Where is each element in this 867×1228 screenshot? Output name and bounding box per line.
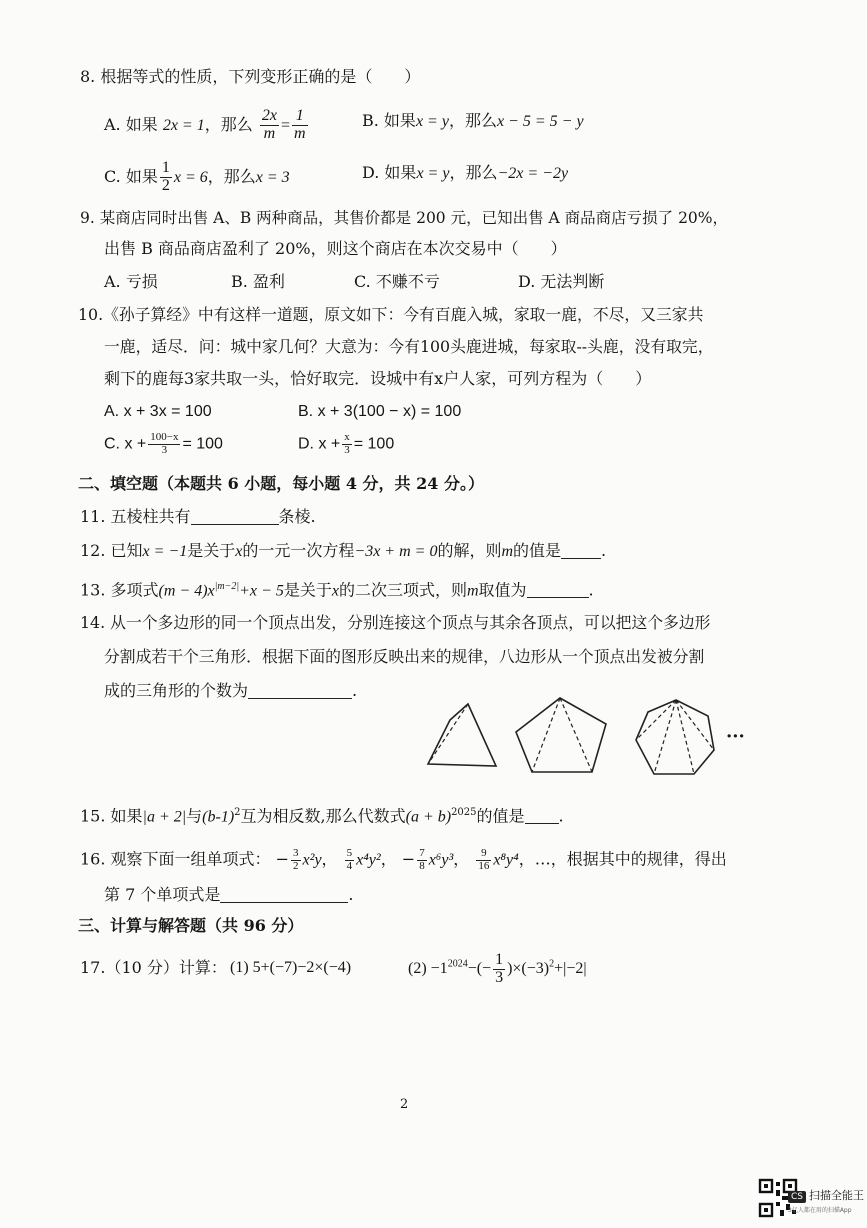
scanner-name: 扫描全能王	[809, 1189, 864, 1202]
q14-line3: 成的三角形的个数为 .	[104, 681, 358, 700]
section-3-heading: 三、计算与解答题（共 96 分）	[78, 916, 304, 935]
q8-option-b: B. 如果x = y，那么x − 5 = 5 − y	[362, 111, 584, 130]
q9-option-d: D. 无法判断	[518, 272, 605, 291]
q10-option-a: A. x + 3x = 100	[104, 403, 212, 420]
q10-line1: 10.《孙子算经》中有这样一道题，原文如下：今有百鹿入城，家取一鹿，不尽，又三家共	[78, 305, 704, 324]
section-2-heading: 二、填空题（本题共 6 小题，每小题 4 分，共 24 分。）	[78, 474, 484, 493]
q8-option-d: D. 如果x = y，那么−2x = −2y	[362, 163, 569, 182]
q10-line3: 剩下的鹿每3家共取一头，恰好取完．设城中有x户人家，可列方程为（ ）	[104, 369, 652, 388]
q10-line2: 一鹿，适尽．问：城中家几何？大意为：今有100头鹿进城，每家取--头鹿，没有取完，	[104, 337, 714, 356]
q15: 15. 如果|a + 2|与$(b-1)^2$互为相反数,那么代数式$(a + b)^{2025}$的值是 .	[80, 806, 564, 826]
hexagon-figure	[630, 696, 722, 780]
q17-part1: (1) 5+(−7)−2×(−4)	[230, 959, 352, 976]
q16-line2: 第 7 个单项式是 .	[104, 885, 354, 904]
q9-line2: 出售 B 商品商店盈利了 20%，则这个商店在本次交易中（ ）	[104, 239, 567, 258]
q9-option-c: C. 不赚不亏	[354, 272, 440, 291]
q13-answer-blank[interactable]	[527, 581, 589, 598]
q16-answer-blank[interactable]	[220, 886, 348, 903]
scanner-tagline: 3亿人都在用的扫描App	[788, 1207, 852, 1214]
q10-option-c: C. x + $\frac{100-x}{3}$ = 100	[104, 431, 223, 456]
pentagon-figure	[510, 694, 614, 778]
q15-answer-blank[interactable]	[525, 807, 559, 824]
q13: 13. 多项式$(m - 4)x^{|m-2|}+x - 5$是关于x的二次三项式，则m取值为 .	[80, 580, 594, 600]
q14-answer-blank[interactable]	[248, 682, 352, 699]
q12-answer-blank[interactable]	[561, 542, 601, 559]
figure-ellipsis: ···	[726, 726, 745, 747]
q8-option-c: C. 如果 $\frac{1}{2}$ x = 6，那么x = 3	[104, 159, 290, 194]
scanner-badge: CS	[788, 1191, 806, 1203]
q17-part2: $(2) -1^{2024}-(-$ $\frac{1}{3}$ )$\times(-3)^2+|-2|$	[408, 951, 587, 986]
q10-option-d: D. x + $\frac{x}{3}$ = 100	[298, 431, 395, 456]
q17: 17.（10 分）计算：	[80, 958, 227, 977]
q9-option-a: A. 亏损	[104, 272, 158, 291]
q14-line2: 分割成若干个三角形．根据下面的图形反映出来的规律，八边形从一个顶点出发被分割	[104, 647, 705, 666]
q9-option-b: B. 盈利	[231, 272, 285, 291]
q12: 12. 已知x = −1是关于x的一元一次方程−3x + m = 0的解，则m的值是 .	[80, 541, 607, 560]
quadrilateral-figure	[420, 700, 504, 772]
q9-line1: 9. 某商店同时出售 A、B 两种商品，其售价都是 200 元，已知出售 A 商品商店亏损了 20%，	[80, 209, 729, 227]
q8-stem: 8. 根据等式的性质，下列变形正确的是（ ）	[80, 67, 421, 86]
page-number: 2	[400, 1097, 409, 1112]
q16-line1: 16. 观察下面一组单项式： − $\frac{3}{2}$ x²y， $\frac{5}{4}$ x⁴y²， − $\frac{7}{8}$ x⁶y³， $\frac{9}{16}$ x⁸y⁴，…，根据其中的规律，得出	[80, 847, 727, 872]
q14-line1: 14. 从一个多边形的同一个顶点出发，分别连接这个顶点与其余各顶点，可以把这个多边形	[80, 613, 711, 632]
q10-option-b: B. x + 3(100 − x) = 100	[298, 403, 462, 420]
scanner-brand	[788, 1184, 864, 1214]
q11: 11. 五棱柱共有 条棱.	[80, 507, 316, 526]
q8-option-a: A. 如果 2x = 1，那么 $\frac{2x}{m}$ = $\frac{1}{m}$	[104, 107, 306, 142]
q11-answer-blank[interactable]	[191, 508, 279, 525]
